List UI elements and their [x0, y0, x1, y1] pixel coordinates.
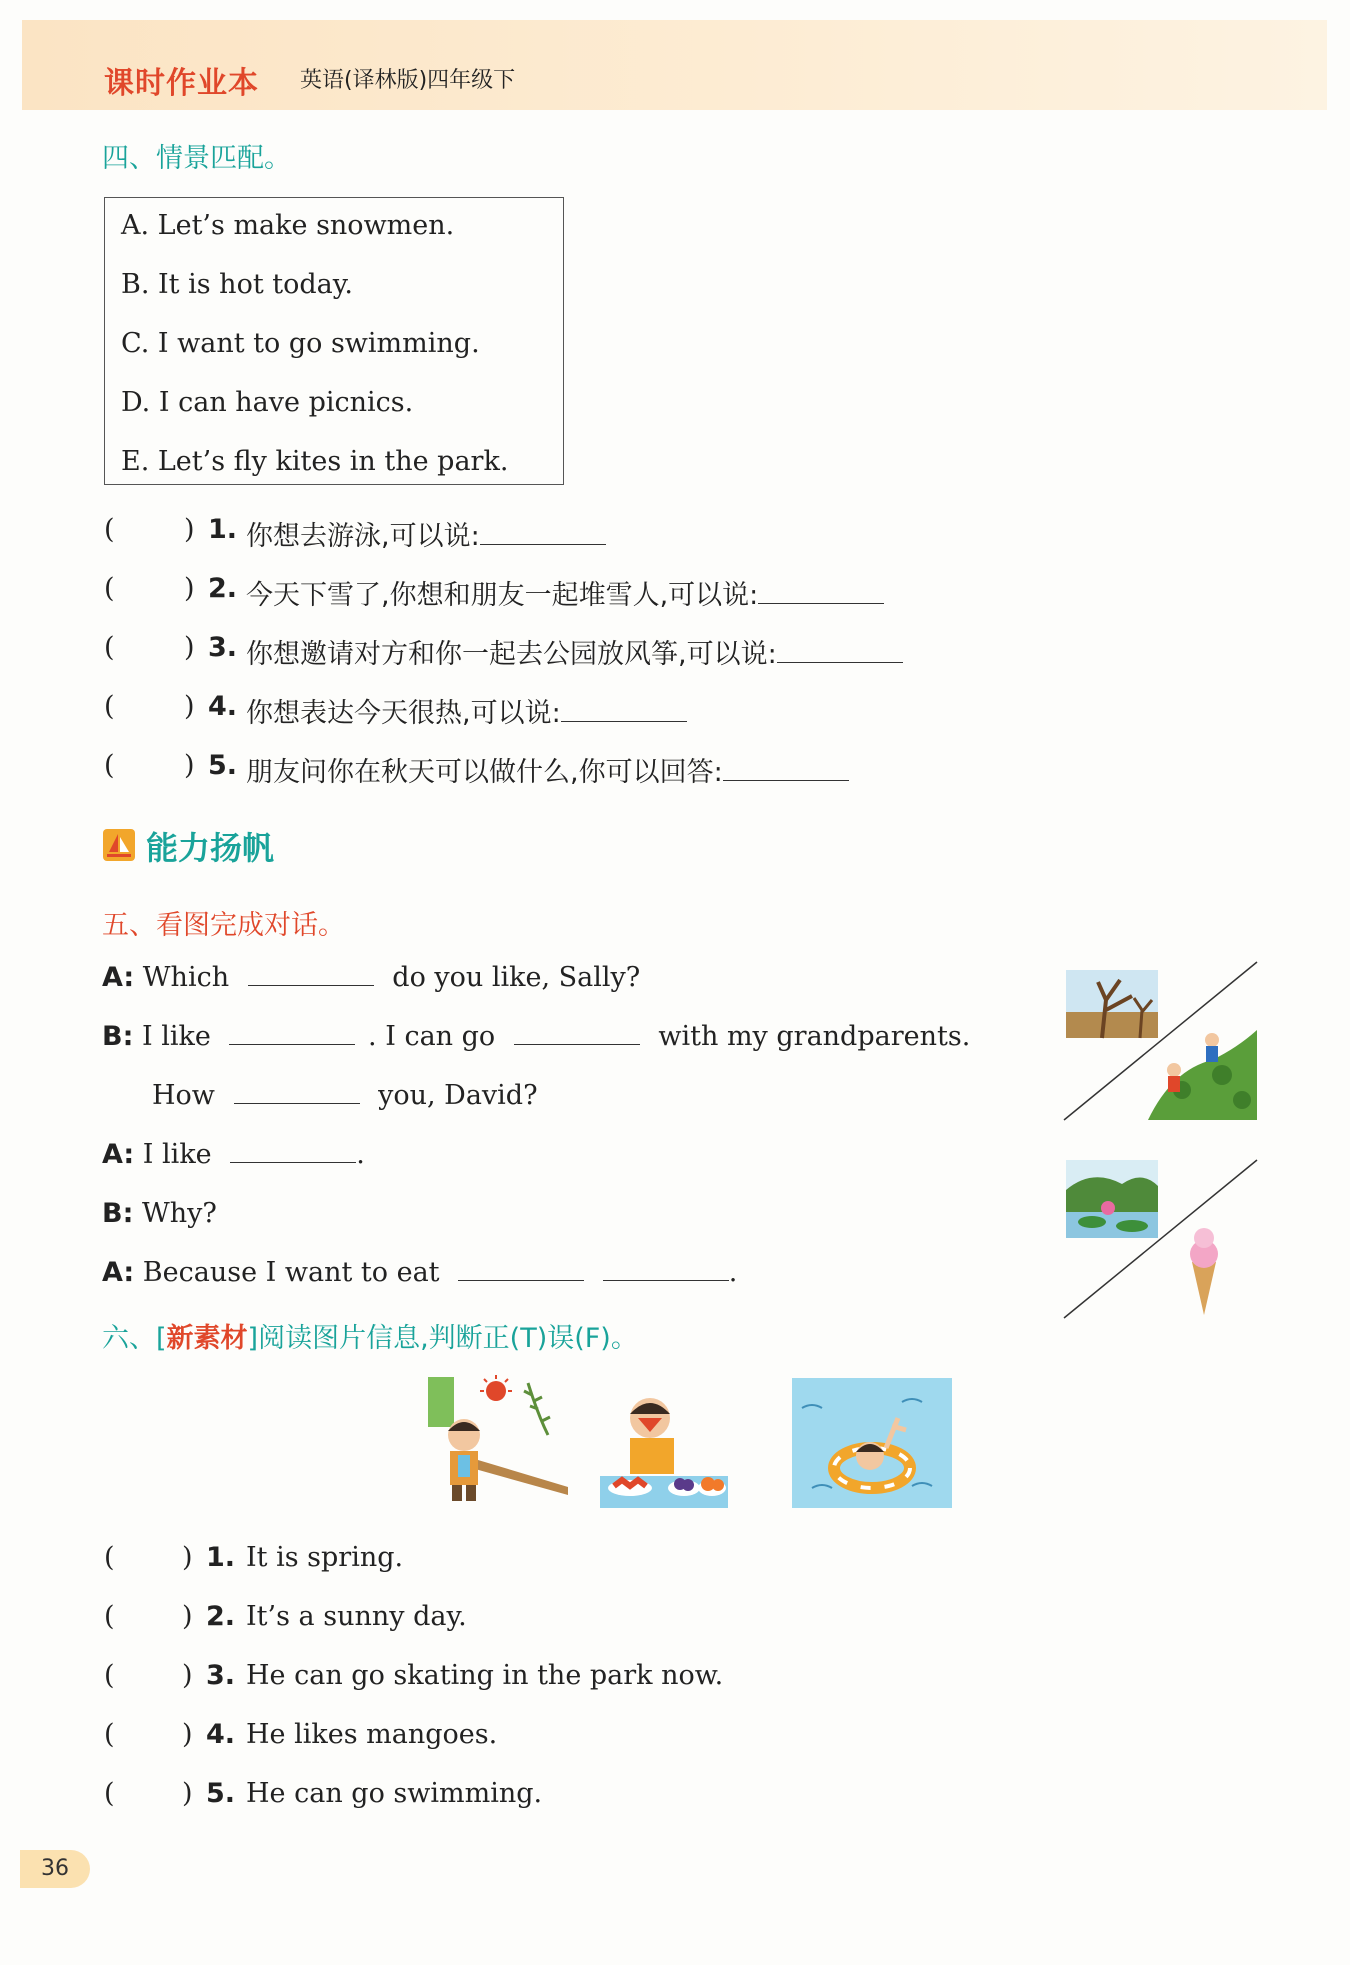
- item-number: 2.: [206, 1601, 236, 1632]
- speaker: A:: [102, 1257, 135, 1288]
- answer-blank[interactable]: [458, 1279, 584, 1281]
- dialogue-line-6: A: Because I want to eat .: [102, 1257, 738, 1288]
- option-b: B. It is hot today.: [121, 269, 353, 300]
- answer-paren-close: ): [182, 1778, 193, 1809]
- section6-title: 六、[新素材]阅读图片信息,判断正(T)误(F)。: [102, 1323, 638, 1354]
- section4-title: 四、情景匹配。: [102, 143, 291, 174]
- answer-paren-open: (: [104, 514, 115, 545]
- banner-title: 能力扬帆: [146, 829, 275, 867]
- s4-item-1: [104, 514, 1054, 554]
- subject-title: 英语(译林版)四年级下: [300, 68, 516, 93]
- item-number: 3.: [206, 1660, 236, 1691]
- item-text: 你想表达今天很热,可以说:: [246, 691, 687, 730]
- item-number: 1.: [206, 1542, 236, 1573]
- item-text: It’s a sunny day.: [246, 1601, 467, 1632]
- item-number: 2.: [208, 573, 238, 604]
- item-number: 1.: [208, 514, 238, 545]
- brand-title: 课时作业本: [104, 66, 259, 101]
- answer-blank[interactable]: [758, 602, 884, 604]
- item-number: 5.: [206, 1778, 236, 1809]
- answer-blank[interactable]: [229, 1043, 355, 1045]
- option-e: E. Let’s fly kites in the park.: [121, 446, 509, 477]
- s4-item-3: [104, 632, 1054, 672]
- dialogue-line-4: A: I like .: [102, 1139, 365, 1170]
- option-a: A. Let’s make snowmen.: [121, 210, 455, 241]
- speaker: A:: [102, 962, 135, 993]
- item-text: He can go swimming.: [246, 1778, 543, 1809]
- s4-item-2: [104, 573, 1054, 613]
- option-d: D. I can have picnics.: [121, 387, 414, 418]
- summer-lotus-icecream-picture: [1062, 1150, 1262, 1320]
- answer-paren-open: (: [104, 573, 115, 604]
- item-text: He can go skating in the park now.: [246, 1660, 724, 1691]
- answer-paren-open: (: [104, 632, 115, 663]
- answer-paren-open[interactable]: (: [104, 1542, 115, 1573]
- answer-blank[interactable]: [230, 1161, 356, 1163]
- answer-blank[interactable]: [514, 1043, 640, 1045]
- speaker: A:: [102, 1139, 135, 1170]
- options-box: [104, 197, 564, 485]
- answer-paren-open[interactable]: (: [104, 1719, 115, 1750]
- answer-blank[interactable]: [561, 720, 687, 722]
- dialogue-line-5: B: Why?: [102, 1198, 217, 1229]
- answer-paren-close: ): [184, 691, 195, 722]
- dialogue-line-2: B: I like . I can go with my grandparents.: [102, 1021, 971, 1052]
- answer-paren-close: ): [182, 1660, 193, 1691]
- answer-blank[interactable]: [248, 984, 374, 986]
- answer-paren-close: ): [184, 750, 195, 781]
- s6-item-5: [104, 1778, 1004, 1818]
- item-text: It is spring.: [246, 1542, 404, 1573]
- item-number: 4.: [208, 691, 238, 722]
- item-text: 今天下雪了,你想和朋友一起堆雪人,可以说:: [246, 573, 884, 612]
- s6-item-4: [104, 1719, 1004, 1759]
- speaker: B:: [102, 1021, 134, 1052]
- swimming-boy-picture: [792, 1378, 952, 1508]
- s6-item-2: [104, 1601, 1004, 1641]
- answer-paren-open: (: [104, 750, 115, 781]
- answer-blank[interactable]: [234, 1102, 360, 1104]
- s6-item-1: [104, 1542, 1004, 1582]
- item-text: 朋友问你在秋天可以做什么,你可以回答:: [246, 750, 849, 789]
- autumn-climbing-picture: [1062, 960, 1262, 1125]
- item-number: 4.: [206, 1719, 236, 1750]
- speaker: B:: [102, 1198, 134, 1229]
- sunny-boy-picture: [428, 1375, 568, 1507]
- answer-paren-close: ): [182, 1719, 193, 1750]
- new-material-tag: 新素材: [166, 1323, 248, 1354]
- item-number: 3.: [208, 632, 238, 663]
- answer-paren-close: ): [182, 1601, 193, 1632]
- item-text: 你想去游泳,可以说:: [246, 514, 606, 553]
- sail-icon: [102, 828, 136, 862]
- answer-paren-open[interactable]: (: [104, 1778, 115, 1809]
- page-number: 36: [20, 1850, 90, 1888]
- answer-blank[interactable]: [777, 661, 903, 663]
- dialogue-line-3: How you, David?: [152, 1080, 538, 1111]
- section5-title: 五、看图完成对话。: [102, 910, 345, 941]
- dialogue-line-1: A: Which do you like, Sally?: [102, 962, 641, 993]
- answer-paren-open[interactable]: (: [104, 1601, 115, 1632]
- s4-item-4: [104, 691, 1054, 731]
- answer-paren-close: ): [182, 1542, 193, 1573]
- answer-paren-close: ): [184, 632, 195, 663]
- answer-blank[interactable]: [723, 779, 849, 781]
- answer-blank[interactable]: [603, 1279, 729, 1281]
- answer-blank[interactable]: [480, 543, 606, 545]
- s6-item-3: [104, 1660, 1004, 1700]
- fruit-eating-boy-picture: [600, 1388, 728, 1508]
- s4-item-5: [104, 750, 1054, 790]
- answer-paren-open[interactable]: (: [104, 1660, 115, 1691]
- option-c: C. I want to go swimming.: [121, 328, 480, 359]
- answer-paren-open: (: [104, 691, 115, 722]
- answer-paren-close: ): [184, 514, 195, 545]
- item-text: 你想邀请对方和你一起去公园放风筝,可以说:: [246, 632, 903, 671]
- answer-paren-close: ): [184, 573, 195, 604]
- item-number: 5.: [208, 750, 238, 781]
- item-text: He likes mangoes.: [246, 1719, 498, 1750]
